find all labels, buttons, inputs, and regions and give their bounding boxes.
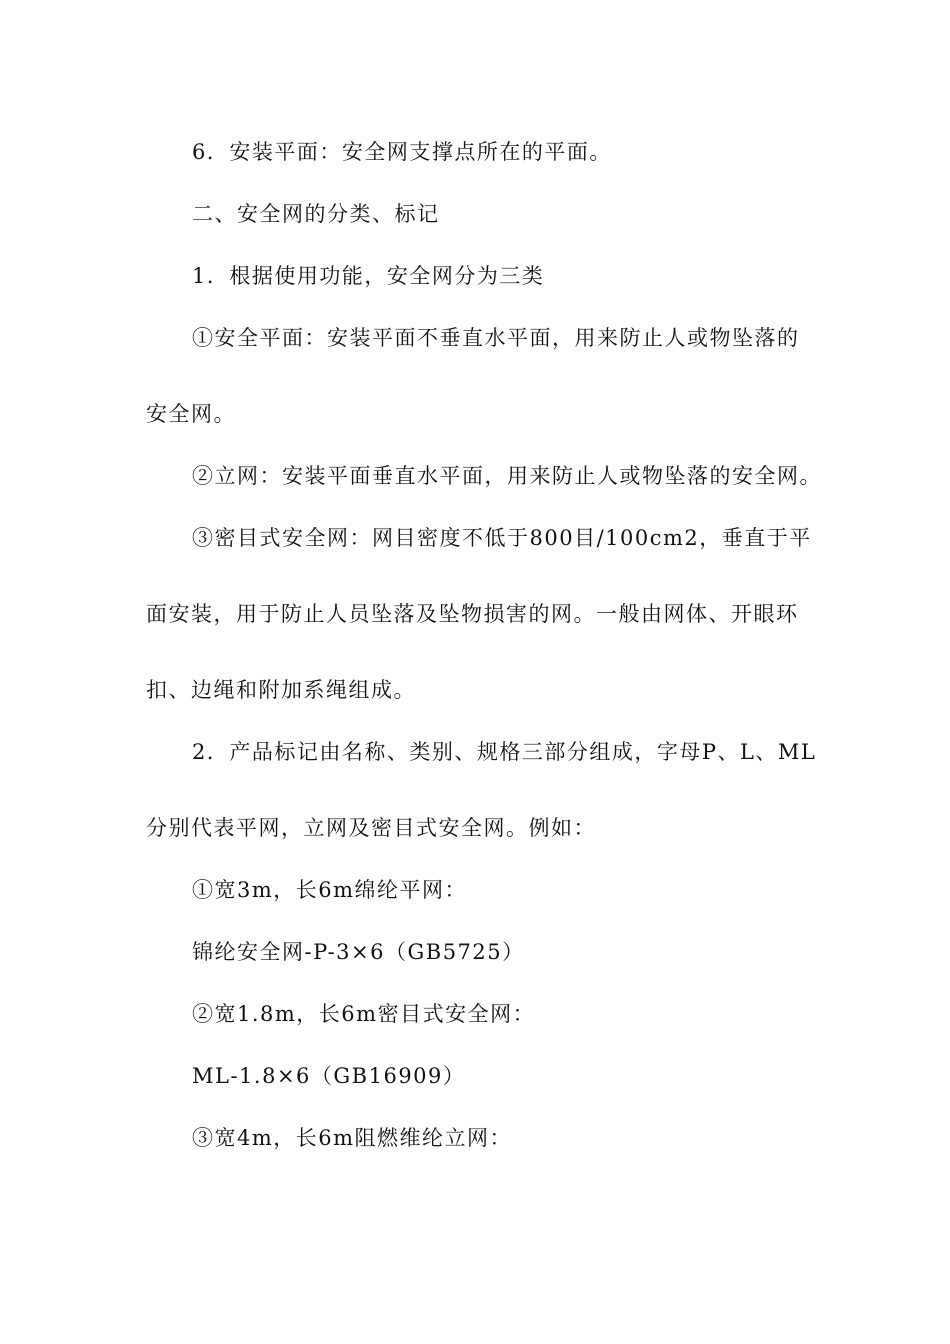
paragraph-product-marking-line2: 分别代表平网，立网及密目式安全网。例如：: [146, 816, 596, 840]
paragraph-installation-plane: 6．安装平面：安全网支撑点所在的平面。: [192, 140, 612, 164]
example-1-title: ①宽3m，长6m绵纶平网：: [192, 878, 468, 902]
example-2-title: ②宽1.8m，长6m密目式安全网：: [192, 1002, 536, 1026]
item-flat-net-line1: ①安全平面：安装平面不垂直水平面，用来防止人或物坠落的: [192, 326, 800, 350]
item-vertical-net: ②立网：安装平面垂直水平面，用来防止人或物坠落的安全网。: [192, 464, 822, 488]
item-dense-mesh-line2: 面安装，用于防止人员坠落及坠物损害的网。一般由网体、开眼环: [146, 602, 799, 626]
item-dense-mesh-line1: ③密目式安全网：网目密度不低于800目/100cm2，垂直于平: [192, 526, 812, 550]
example-2-marking: ML-1.8×6（GB16909）: [192, 1064, 466, 1088]
paragraph-product-marking-line1: 2．产品标记由名称、类别、规格三部分组成，字母P、L、ML: [192, 740, 817, 764]
section-heading-classification: 二、安全网的分类、标记: [192, 202, 440, 226]
example-1-marking: 锦纶安全网-P-3×6（GB5725）: [192, 940, 525, 964]
example-3-title: ③宽4m，长6m阻燃维纶立网：: [192, 1126, 513, 1150]
item-flat-net-line2: 安全网。: [146, 402, 236, 426]
paragraph-by-function: 1．根据使用功能，安全网分为三类: [192, 264, 545, 288]
item-dense-mesh-line3: 扣、边绳和附加系绳组成。: [146, 678, 416, 702]
